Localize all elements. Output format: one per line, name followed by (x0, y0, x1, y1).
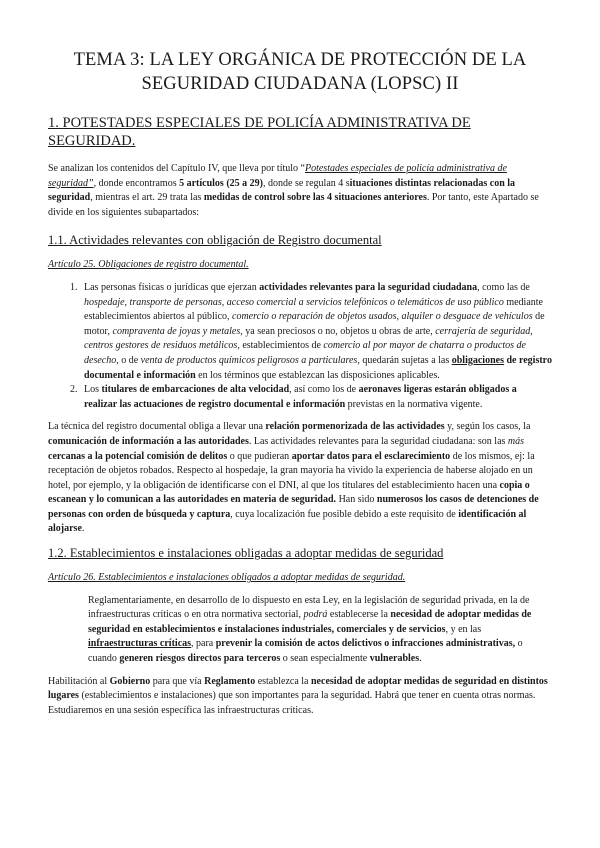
title-line-2: SEGURIDAD CIUDADANA (LOPSC) II (141, 74, 459, 94)
subsection-1-2-heading: 1.2. Establecimientos e instalaciones obligadas a adoptar medidas de seguridad (48, 546, 444, 561)
article-26-label: Artículo 26. Establecimientos e instalaciones obligados a adoptar medidas de seguridad. (48, 572, 406, 584)
list-item: 1. Las personas físicas o jurídicas que ejerzan actividades relevantes para la seguridad ciudadana, como las de hospedaje, transporte de personas, acceso comercial a servicios telefónicos o telemáticos de uso público mediante establecimientos abiertos al público, comercio o reparación de objetos usados, alquiler o desguace de vehículos de motor, compraventa de joyas y metales, ya sean preciosos o no, objetos u obras de arte, cerrajería de seguridad, centros gestores de residuos metálicos, establecimientos de comercio al por mayor de chatarra o productos de desecho, o de venta de productos químicos peligrosos a particulares, quedarán sujetas a las obligaciones de registro documental e información en los términos que establezcan las disposiciones aplicables. (80, 281, 552, 383)
list-item: 2. Los titulares de embarcaciones de alta velocidad, así como los de aeronaves ligeras estarán obligados a realizar las actuaciones de registro documental e información previstas en la normativa vigente. (80, 383, 552, 412)
habilitacion-paragraph: Habilitación al Gobierno para que vía Reglamento establezca la necesidad de adoptar medidas de seguridad en distintos lugares (establecimientos e instalaciones) que son importantes para la seguridad. Habrá que tener en cuenta otras normas. Estudiaremos en una sesión específica las infraestructuras críticas. (48, 675, 548, 716)
article-25-list (48, 281, 552, 412)
registro-explanation-paragraph: La técnica del registro documental obliga a llevar una relación pormenorizada de las actividades y, según los casos, la comunicación de información a las autoridades. Las actividades relevantes para la seguridad ciudadana: son las más cercanas a la potencial comisión de delitos o que pudieran aportar datos para el esclarecimiento de los mismos, ej: la receptación de objetos robados. Respecto al hospedaje, la gran mayoría ha vivido la experiencia de haberse alojado en un hotel, por ejemplo, y la obligación de identificarse con el DNI, al que los titulares del establecimiento hacen una copia o escanean y lo comunican a las autoridades en materia de seguridad. Han sido numerosos los casos de detenciones de personas con orden de búsqueda y captura, cuya localización fue posible debido a este requisito de identificación al alojarse. (48, 421, 539, 535)
document-title (48, 48, 552, 96)
subsection-1-1-heading: 1.1. Actividades relevantes con obligación de Registro documental (48, 233, 382, 248)
section-1-heading: 1. POTESTADES ESPECIALES DE POLICÍA ADMINISTRATIVA DE SEGURIDAD. (48, 115, 471, 149)
title-line-1: TEMA 3: LA LEY ORGÁNICA DE PROTECCIÓN DE LA (73, 50, 527, 70)
article-25-label: Artículo 25. Obligaciones de registro documental. (48, 259, 249, 271)
reglamento-paragraph: Reglamentariamente, en desarrollo de lo dispuesto en esta Ley, en la legislación de seguridad privada, en la de infraestructuras críticas o en otra normativa sectorial, podrá establecerse la necesidad de adoptar medidas de seguridad en establecimientos e instalaciones industriales, comerciales y de servicios, y en las infraestructuras críticas, para prevenir la comisión de actos delictivos o infracciones administrativas, o cuando generen riesgos directos para terceros o sean especialmente vulnerables. (88, 594, 532, 665)
intro-paragraph: Se analizan los contenidos del Capítulo IV, que lleva por título “Potestades especiales de policía administrativa de seguridad”, donde encontramos 5 artículos (25 a 29), donde se regulan 4 situaciones distintas relacionadas con la seguridad, mientras el art. 29 trata las medidas de control sobre las 4 situaciones anteriores. Por tanto, este Apartado se divide en los siguientes subapartados: (48, 163, 539, 218)
